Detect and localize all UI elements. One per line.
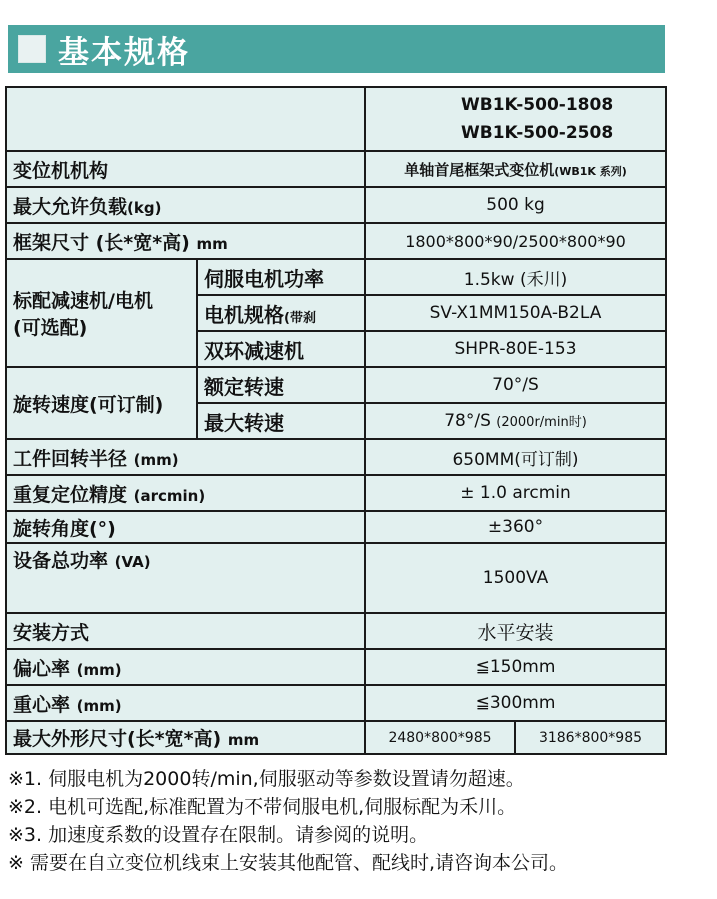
row-label [6, 439, 365, 475]
table-row [6, 187, 666, 223]
row-value-a: 2480*800*985 [365, 721, 515, 754]
table-row [6, 685, 666, 721]
row-label [6, 685, 365, 721]
value-main: 78°/S [444, 411, 491, 431]
spec-table [5, 86, 667, 755]
note-line: ※1. 伺服电机为2000转/min,伺服驱动等参数设置请勿超速。 [8, 768, 525, 790]
row-label: 旋转速度(可订制) [6, 367, 197, 439]
row-label [6, 223, 365, 259]
table-row [6, 439, 666, 475]
model-name: WB1K-500-1808 [461, 95, 614, 115]
subrow-label: 双环减速机 [197, 331, 365, 367]
table-row [6, 151, 666, 187]
row-value: ±360° [365, 511, 666, 543]
label-main: 电机规格 [204, 302, 284, 327]
subrow-label: 最大转速 [197, 403, 365, 439]
model-cell [365, 87, 666, 151]
note-line: ※2. 电机可选配,标准配置为不带伺服电机,伺服标配为禾川。 [8, 796, 517, 818]
row-value: 1800*800*90/2500*800*90 [365, 223, 666, 259]
label-unit: (mm) [76, 696, 122, 715]
label-text: 设备总功率 [13, 550, 109, 572]
row-label: 旋转角度(°) [6, 511, 365, 543]
label-text: 最大外形尺寸(长*宽*高) [13, 728, 222, 750]
value-small: (WB1K 系列) [554, 164, 627, 178]
row-value [365, 151, 666, 187]
row-label [6, 543, 365, 613]
row-value [365, 403, 666, 439]
header-empty-cell [6, 87, 365, 151]
label-line: 标配减速机/电机 [13, 290, 153, 312]
subrow-label [197, 295, 365, 331]
row-value: 1500VA [365, 543, 666, 613]
row-label [6, 649, 365, 685]
table-row [6, 543, 666, 613]
label-unit: mm [196, 234, 228, 253]
subrow-label: 伺服电机功率 [197, 259, 365, 295]
label-unit: (kg) [127, 198, 162, 217]
subrow-label: 额定转速 [197, 367, 365, 403]
row-value: 650MM(可订制) [365, 439, 666, 475]
label-unit: (arcmin) [133, 486, 206, 505]
row-value: ± 1.0 arcmin [365, 475, 666, 511]
value-main: 单轴首尾框架式变位机 [404, 160, 555, 179]
note-line: ※ 需要在自立变位机线束上安装其他配管、配线时,请咨询本公司。 [8, 852, 569, 874]
value-small: (2000r/min时) [496, 415, 587, 430]
table-row [6, 367, 666, 403]
table-row [6, 259, 666, 295]
row-value: ≦150mm [365, 649, 666, 685]
label-text: 重复定位精度 [13, 483, 128, 506]
table-row [6, 613, 666, 649]
row-value: 70°/S [365, 367, 666, 403]
row-label: 安装方式 [6, 613, 365, 649]
label-small: (带刹 [284, 310, 316, 326]
note-line: ※3. 加速度系数的设置存在限制。请参阅的说明。 [8, 824, 429, 846]
row-label [6, 259, 197, 367]
label-unit: mm [227, 731, 260, 749]
row-value: 500 kg [365, 187, 666, 223]
label-text: 工件回转半径 [13, 447, 128, 470]
table-row [6, 721, 666, 754]
label-text: 框架尺寸 (长*宽*高) [13, 231, 190, 254]
row-value: ≦300mm [365, 685, 666, 721]
label-unit: (mm) [133, 450, 179, 469]
label-text: 重心率 [13, 693, 71, 716]
row-label [6, 187, 365, 223]
row-value-b: 3186*800*985 [515, 721, 666, 754]
row-label: 变位机机构 [6, 151, 365, 187]
section-title: 基本规格 [58, 34, 190, 71]
table-row [6, 475, 666, 511]
label-text: 最大允许负载 [13, 195, 128, 218]
notes-section [8, 765, 713, 877]
header-square-icon [18, 35, 46, 63]
row-value: 水平安装 [365, 613, 666, 649]
table-row [6, 87, 666, 151]
row-value: 1.5kw (禾川) [365, 259, 666, 295]
row-value: SV-X1MM150A-B2LA [365, 295, 666, 331]
model-name: WB1K-500-2508 [461, 123, 614, 143]
table-row [6, 511, 666, 543]
table-row [6, 649, 666, 685]
section-header [8, 25, 665, 73]
label-line: (可选配) [13, 317, 88, 339]
table-row [6, 223, 666, 259]
row-label [6, 721, 365, 754]
label-unit: (mm) [76, 660, 122, 679]
row-value: SHPR-80E-153 [365, 331, 666, 367]
label-text: 偏心率 [13, 657, 71, 680]
label-unit: (VA) [114, 553, 151, 571]
row-label [6, 475, 365, 511]
